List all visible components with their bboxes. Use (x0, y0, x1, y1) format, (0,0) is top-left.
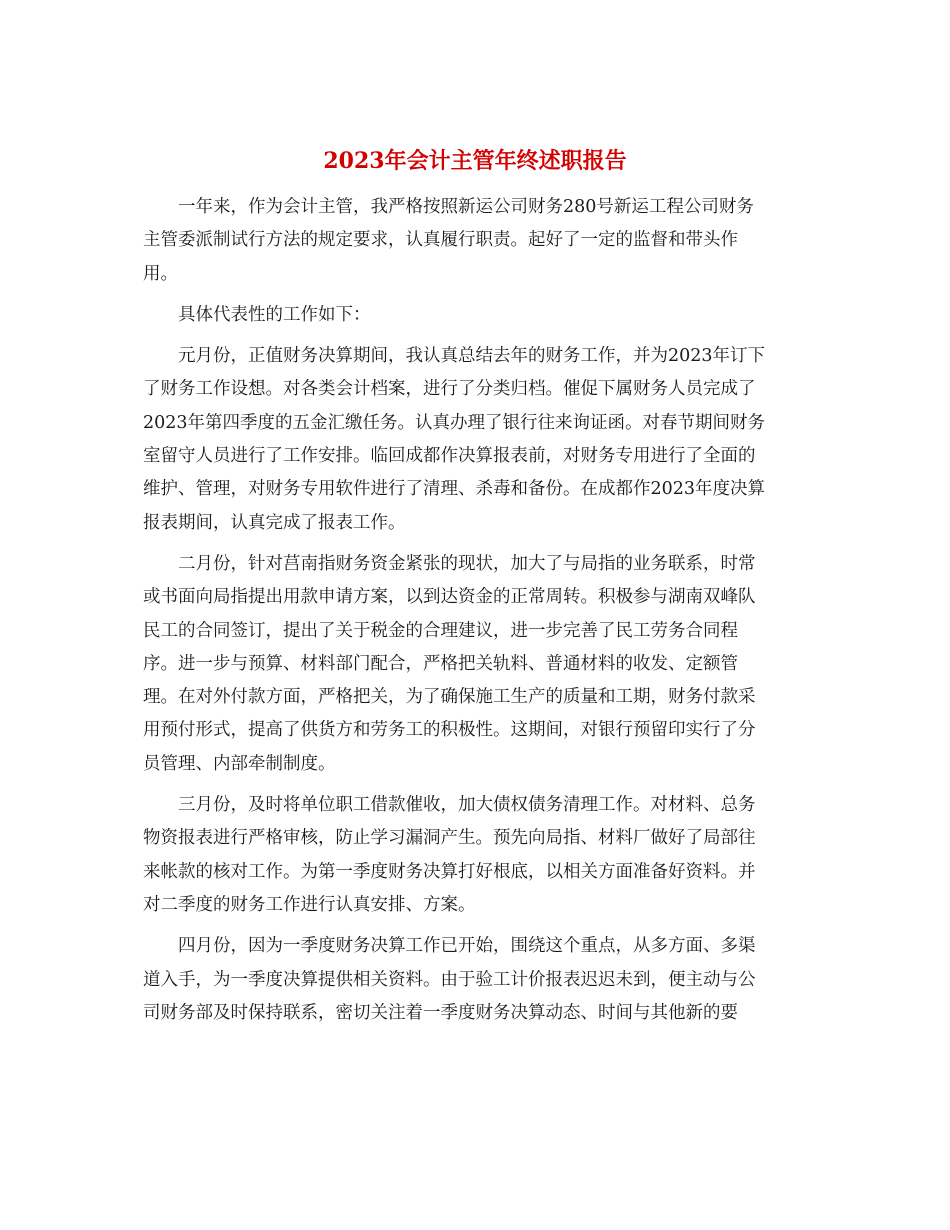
document-title: 2023年会计主管年终述职报告 (323, 148, 627, 174)
text-line: 室留守人员进行了工作安排。临回成都作决算报表前，对财务专用进行了全面的 (143, 446, 756, 467)
text-line: 民工的合同签订，提出了关于税金的合理建议，进一步完善了民工劳务合同程 (143, 620, 738, 641)
text-line: 四月份，因为一季度财务决算工作已开始，围绕这个重点，从多方面、多渠 (178, 936, 756, 957)
paragraph-april (143, 930, 807, 1030)
text-line: 2023年第四季度的五金汇缴任务。认真办理了银行往来询证函。对春节期间财务 (143, 412, 766, 433)
text-line: 了财务工作设想。对各类会计档案，进行了分类归档。催促下属财务人员完成了 (143, 379, 756, 400)
text-line: 序。进一步与预算、材料部门配合，严格把关轨料、普通材料的收发、定额管 (143, 653, 738, 674)
document-body (143, 191, 807, 1038)
text-line: 理。在对外付款方面，严格把关，为了确保施工生产的质量和工期，财务付款采 (143, 687, 756, 708)
text-line: 用。 (143, 263, 178, 284)
text-line: 道入手，为一季度决算提供相关资料。由于验工计价报表迟迟未到，便主动与公 (143, 969, 756, 990)
text-line: 物资报表进行严格审核，防止学习漏洞产生。预先向局指、材料厂做好了局部往 (143, 828, 756, 849)
text-line: 员管理、内部牵制制度。 (143, 753, 336, 774)
paragraph-march (143, 789, 807, 922)
paragraph-intro (143, 191, 807, 291)
text-line: 对二季度的财务工作进行认真安排、方案。 (143, 894, 476, 915)
text-line: 具体代表性的工作如下： (178, 304, 371, 325)
paragraph-summary-heading (143, 299, 807, 332)
text-line: 维护、管理，对财务专用软件进行了清理、杀毒和备份。在成都作2023年度决算 (143, 479, 766, 500)
text-line: 用预付形式，提高了供货方和劳务工的积极性。这期间，对银行预留印实行了分 (143, 720, 756, 741)
text-line: 一年来，作为会计主管，我严格按照新运公司财务280号新运工程公司财务 (178, 197, 754, 217)
text-line: 元月份，正值财务决算期间，我认真总结去年的财务工作，并为2023年订下 (178, 346, 766, 367)
text-line: 报表期间，认真完成了报表工作。 (143, 512, 406, 533)
text-line: 或书面向局指提出用款申请方案，以到达资金的正常周转。积极参与湖南双峰队 (143, 587, 756, 608)
paragraph-january (143, 340, 807, 540)
paragraph-february (143, 548, 807, 781)
text-line: 主管委派制试行方法的规定要求，认真履行职责。起好了一定的监督和带头作 (143, 230, 738, 251)
text-line: 司财务部及时保持联系，密切关注着一季度财务决算动态、时间与其他新的要 (143, 1002, 738, 1023)
text-line: 三月份，及时将单位职工借款催收，加大债权债务清理工作。对材料、总务 (178, 795, 756, 816)
text-line: 二月份，针对莒南指财务资金紧张的现状，加大了与局指的业务联系，时常 (178, 553, 756, 574)
text-line: 来帐款的核对工作。为第一季度财务决算打好根底，以相关方面准备好资料。并 (143, 861, 756, 882)
